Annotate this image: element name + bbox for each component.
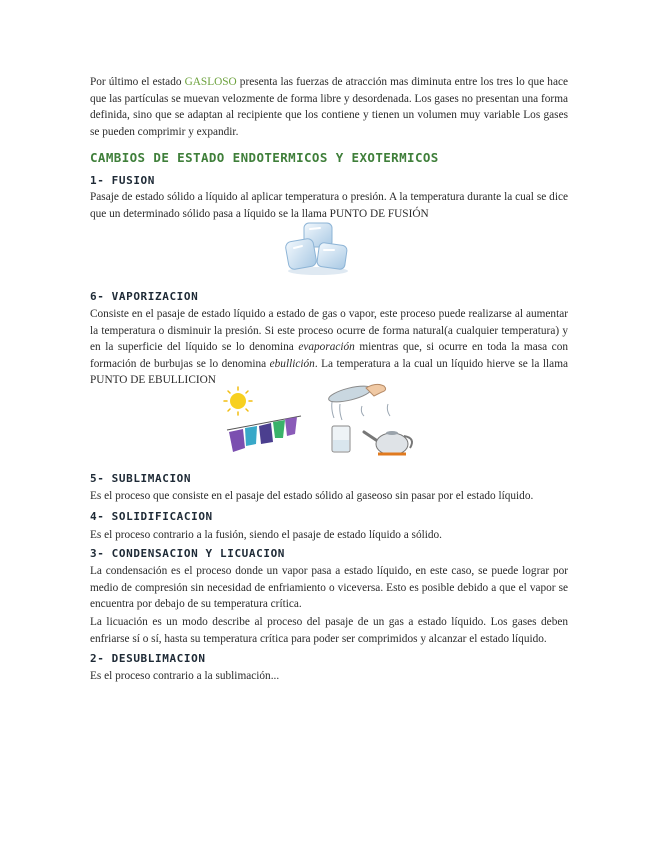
fusion-paragraph: Pasaje de estado sólido a líquido al aplicar temperatura o presión. A la temperatura durante la cual se dice que un determinado sólido pasa a líquido se la llama PUNTO DE FUSIÓN [90, 191, 568, 220]
ebullicion-term: ebullición [269, 357, 315, 370]
desublimacion-heading: 2- DESUBLIMACION [90, 652, 206, 665]
intro-rest: presenta las fuerzas de atracción mas diminuta entre los tres lo que hace que las partículas se muevan velozmente de forma libre y desordenada. Los gases no presentan una forma definida, sino que se adaptan al recipiente que los contiene y tienen un volumen muy variable Los gases se pueden comprimir y expandir. [90, 76, 568, 138]
solidificacion-paragraph: Es el proceso contrario a la fusión, siendo el pasaje de estado líquido a sólido. [90, 529, 442, 541]
condensacion-heading: 3- CONDENSACION Y LICUACION [90, 547, 286, 560]
sublimacion-heading: 5- SUBLIMACION [90, 472, 192, 485]
sublimacion-paragraph: Es el proceso que consiste en el pasaje del estado sólido al gaseoso sin pasar por el estado líquido. [90, 490, 534, 502]
condensacion-paragraph-2: La licuación es un modo describe al proceso del pasaje de un gas a estado líquido. Los gases deben enfriarse sí o sí, hasta su temperatura crítica para poder ser comprimidos y alcanzar el estado líquido. [90, 616, 568, 645]
gas-keyword: GASLOSO [184, 76, 237, 88]
boiling-kettle-image [322, 374, 422, 458]
vaporizacion-heading: 6- VAPORIZACION [90, 290, 199, 303]
ice-cubes-image [282, 220, 354, 276]
evaporacion-term: evaporación [298, 341, 355, 354]
condensacion-paragraph-1: La condensación es el proceso donde un vapor pasa a estado líquido, en este caso, se puede lograr por medio de compresión sin necesidad de enfriamiento o viceversa. Esto es posible debido a que el vapor se encuentra por debajo de su temperatura crítica. [90, 565, 568, 611]
desublimacion-paragraph: Es el proceso contrario a la sublimación... [90, 670, 280, 682]
fusion-heading: 1- FUSION [90, 174, 156, 187]
solidificacion-heading: 4- SOLIDIFICACION [90, 510, 213, 523]
section-title: CAMBIOS DE ESTADO ENDOTERMICOS Y EXOTERMICOS [90, 150, 439, 165]
sun-clothesline-image [223, 386, 303, 456]
intro-paragraph [90, 74, 568, 140]
intro-lead: Por último el estado [90, 76, 185, 88]
vaporizacion-paragraph: Consiste en el pasaje de estado líquido a estado de gas o vapor, este proceso puede realizarse al aumentar la temperatura o disminuir la presión. Si este proceso ocurre de forma natural(a cualquier temperatura) y en la superficie del líquido se lo denomina evaporación mientras que, si ocurre en toda la masa con formación de burbujas se lo denomina ebullición. La temperatura a la cual un líquido hierve se la llama PUNTO DE EBULLICION [90, 308, 568, 387]
